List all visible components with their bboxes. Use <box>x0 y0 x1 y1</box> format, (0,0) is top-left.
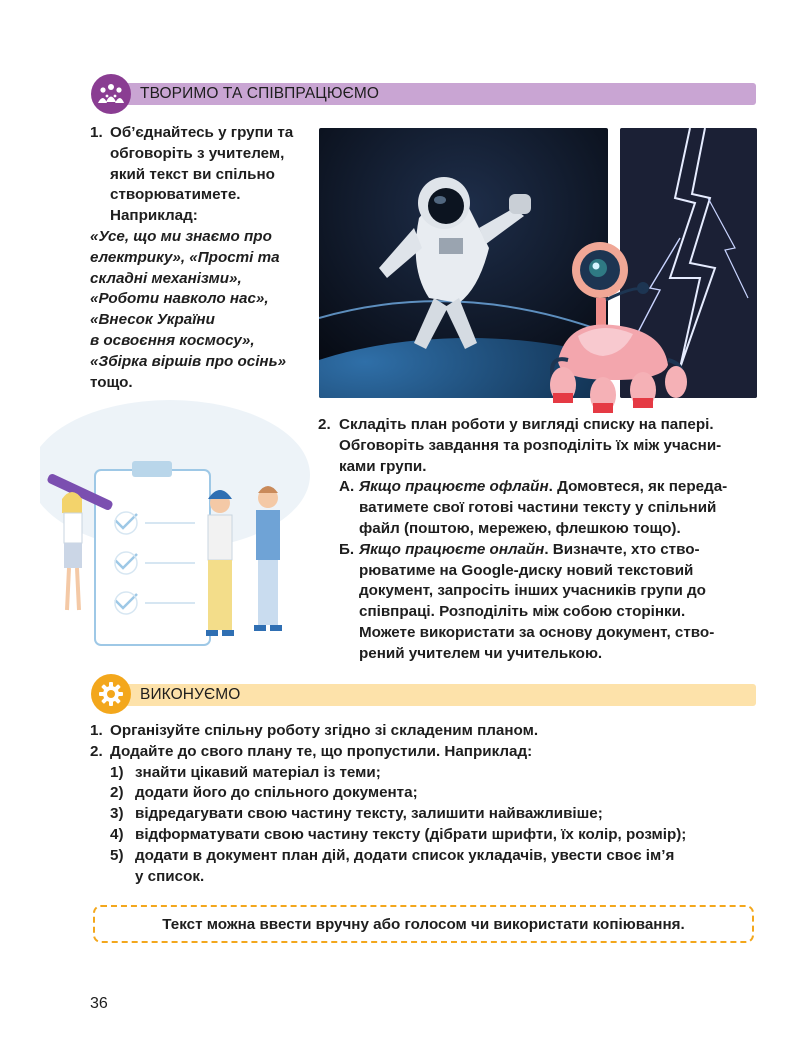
clipboard-team-illustration <box>40 395 310 665</box>
group-people-icon <box>91 74 131 114</box>
list-item: 1. Організуйте спільну роботу згідно зі складеним планом. <box>90 722 539 739</box>
robot-mascot <box>548 240 688 415</box>
option-b: Б. Якщо працюєте онлайн. Визначте, хто ство- <box>339 540 700 558</box>
list-item: 3) відредагувати свою частину тексту, залишити найважливіше; <box>110 805 603 823</box>
list-item: 2. Додайте до свого плану те, що пропустили. Наприклад: <box>90 742 533 760</box>
list-item: 5) додати в документ план дій, додати список укладачів, увести своє ім’я <box>110 846 675 864</box>
section-title: ВИКОНУЄМО <box>140 686 241 703</box>
list-item: 2) додати його до спільного документа; <box>110 784 418 802</box>
task-1: 1. Об’єднайтесь у групи та обговоріть з учителем, який текст ви спільно створюватимете. Наприклад: «Усе, що ми знаємо про електрику», «Прості та складні механізми», «Роботи навколо нас», «Внесок України в освоєння космосу», «Збірка віршів про осінь» тощо. <box>90 124 294 391</box>
google-drive-term: Google-диску <box>461 561 563 579</box>
task-number: 2. <box>318 416 331 433</box>
page-number: 36 <box>90 995 108 1012</box>
list-item: 4) відформатувати свою частину тексту (дібрати шрифти, їх колір, розмір); <box>110 825 687 843</box>
task-number: 1. <box>90 124 103 141</box>
gear-icon <box>91 674 131 714</box>
section-title: ТВОРИМО ТА СПІВПРАЦЮЄМО <box>140 85 379 102</box>
option-a: А. Якщо працюєте офлайн. Домовтеся, як переда- <box>339 478 728 496</box>
steps-list: 1. Організуйте спільну роботу згідно зі складеним планом. 2. Додайте до свого плану те, що пропустили. Наприклад: 1) знайти цікавий матеріал із теми; 2) додати його до спільного документа; 3) відредагувати свою частину тексту, залишити найважливіше; 4) відформатувати свою частину тексту (дібрати шрифти, їх колір, розмір); 5) додати в документ план дій, додати список укладачів, увести своє ім’я у список. <box>90 721 760 887</box>
task-2: 2. Складіть план роботи у вигляді списку на папері. Обговоріть завдання та розподіліть їх між учасни- ками групи. А. Якщо працюєте офлайн. Домовтеся, як переда- ватимете свої готові частини тексту у спільний файл (поштою, мережею, флешкою тощо). Б. Якщо працюєте онлайн. Визначте, хто ство- рюватиме на Google-диску новий текстовий документ, запросіть інших учасників групи до співпраці. Розподіліть між собою сторінки. Можете використати за основу документ, ство- рений учителем чи учителькою. <box>318 415 758 665</box>
tip-note-box: Текст можна ввести вручну або голосом чи використати копіювання. <box>93 905 754 943</box>
list-item: 1) знайти цікавий матеріал із теми; <box>110 763 381 781</box>
